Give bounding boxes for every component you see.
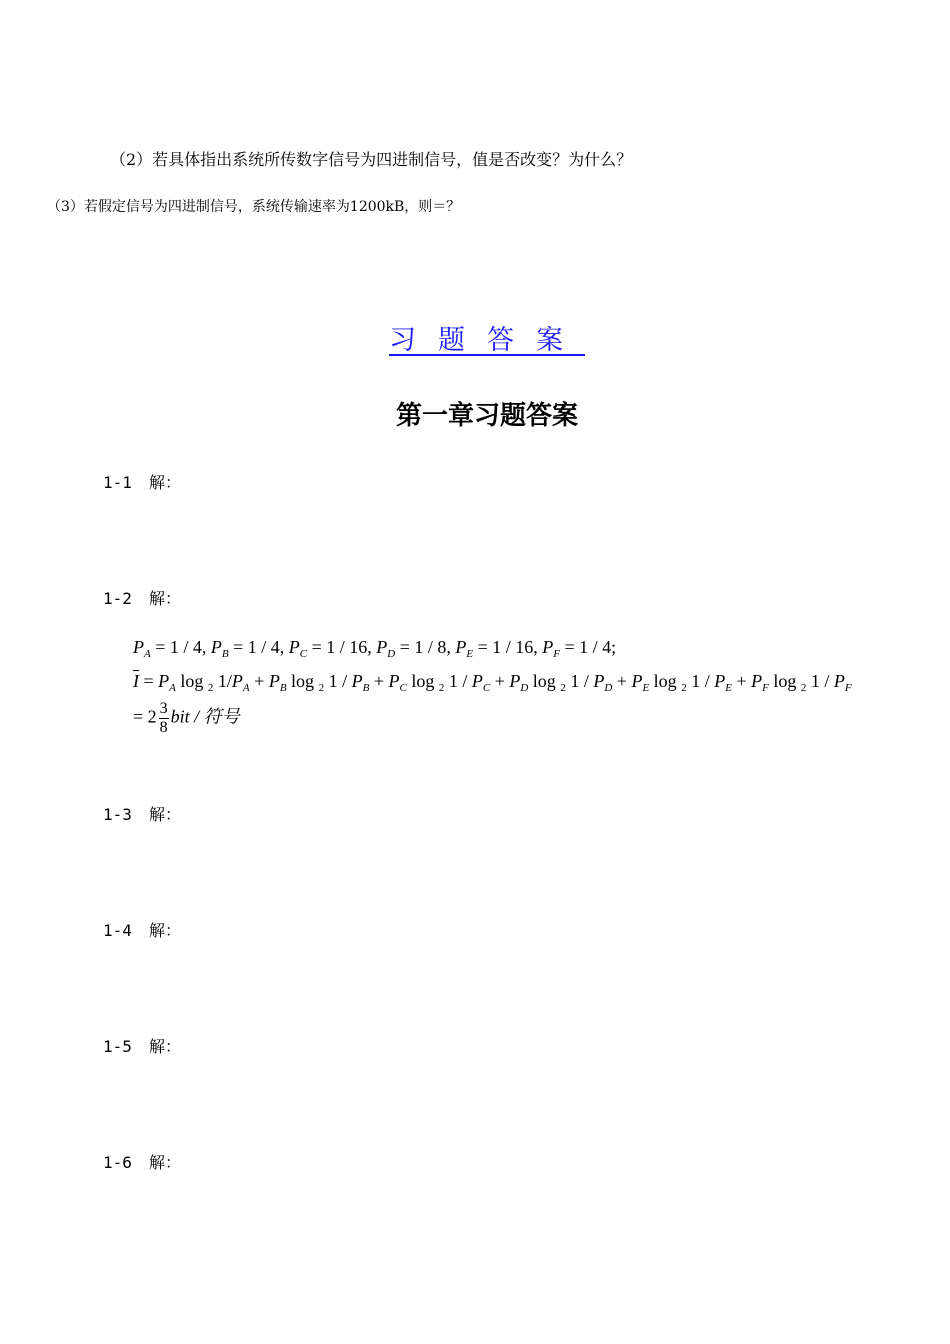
answer-item-1-6: [103, 1150, 181, 1173]
formula-whole: = 2: [133, 706, 157, 727]
question-3: （3）若假定信号为四进制信号，系统传输速率为1200kB，则＝？: [47, 199, 461, 215]
item-number: 1-6: [103, 1153, 132, 1172]
item-number: 1-3: [103, 805, 132, 824]
formula-line-3: [133, 700, 240, 737]
item-label: 解：: [149, 473, 182, 492]
formula-unit: bit / 符号: [170, 706, 240, 727]
answer-item-1-2: [103, 586, 181, 609]
answer-item-1-5: [103, 1034, 181, 1057]
formula-fraction: [159, 700, 169, 737]
answers-title-link[interactable]: 习题答案: [389, 325, 585, 356]
item-label: 解：: [149, 805, 182, 824]
item-label: 解：: [149, 921, 182, 940]
item-number: 1-1: [103, 473, 132, 492]
answer-item-1-4: [103, 918, 181, 941]
answer-item-1-3: [103, 802, 181, 825]
item-number: 1-4: [103, 921, 132, 940]
formula-line-1: $P_A = 1 / 4$, $P_B = 1 / 4$, $P_C = 1 / 16$, $P_D = 1 / 8$, $P_E = 1 / 16$, $P_F = 1 / 4$;: [133, 637, 617, 660]
item-label: 解：: [149, 589, 182, 608]
answer-item-1-1: [103, 470, 181, 493]
item-number: 1-5: [103, 1037, 132, 1056]
formula-line-2: $\overline{I} = P_A$ log $_2$ $1/P_A + P_B$ log $_2$ $1 / P_B + P_C$ log $_2$ $1 / P_C + P_D$ log $_2$ $1 / P_D + P_E$ log $_2$ $1 / P_E + P_F$ log $_2$ $1 / P_F$: [133, 671, 852, 694]
question-2: （2）若具体指出系统所传数字信号为四进制信号，值是否改变？为什么？: [110, 150, 633, 169]
item-number: 1-2: [103, 589, 132, 608]
fraction-denominator: 8: [159, 719, 168, 736]
item-label: 解：: [149, 1153, 182, 1172]
chapter-title: 第一章习题答案: [395, 401, 578, 431]
fraction-numerator: 3: [159, 700, 168, 717]
item-label: 解：: [149, 1037, 182, 1056]
